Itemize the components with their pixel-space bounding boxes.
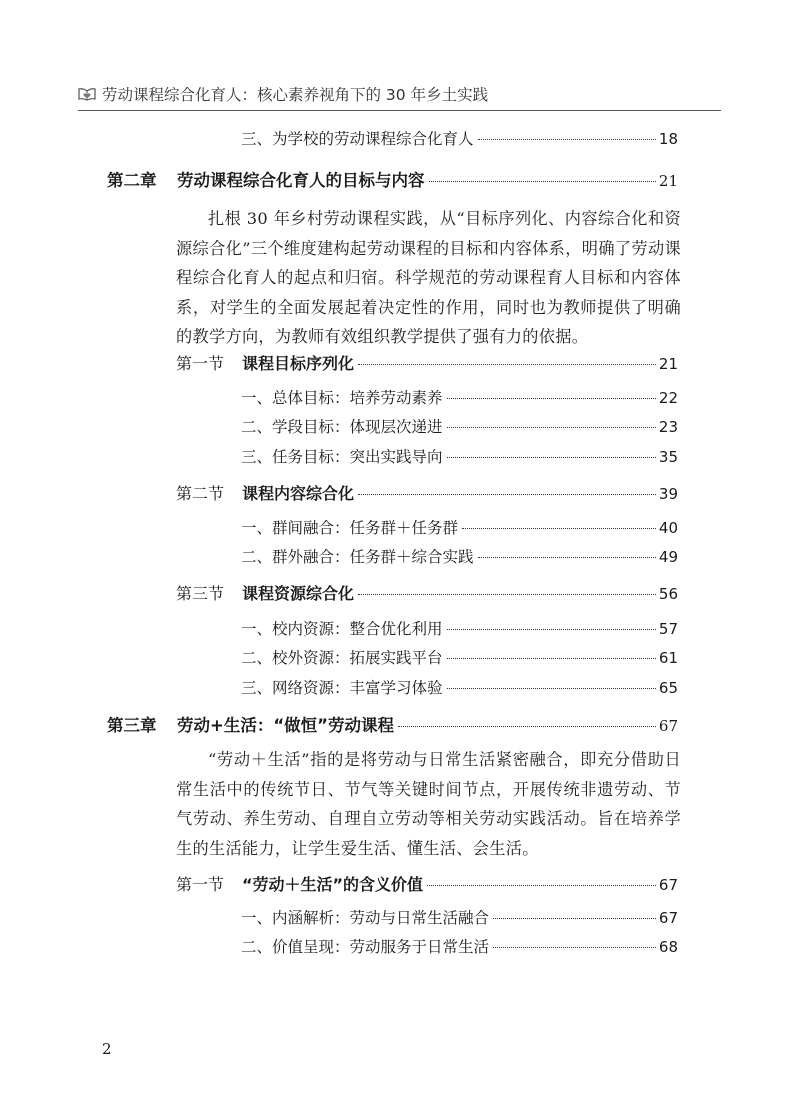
- toc-page-number: 49: [658, 548, 678, 566]
- toc-page-number: 67: [658, 876, 678, 894]
- toc-chapter[interactable]: [107, 712, 678, 734]
- toc-page-number: 68: [658, 938, 678, 956]
- dot-leader: [493, 918, 656, 919]
- toc-sub-label: 二、群外融合：任务群＋综合实践: [241, 548, 474, 566]
- dot-leader: [493, 947, 656, 948]
- section-number: 第三节: [176, 584, 225, 603]
- dot-leader: [358, 364, 656, 365]
- toc-subsection[interactable]: [241, 415, 678, 437]
- toc-sub-label: 一、内涵解析：劳动与日常生活融合: [241, 909, 490, 927]
- running-title: 劳动课程综合化育人：核心素养视角下的 30 年乡土实践: [102, 86, 489, 104]
- book-heart-icon: [78, 87, 96, 101]
- toc-subsection[interactable]: [241, 545, 678, 567]
- dot-leader: [358, 594, 656, 595]
- toc-page-number: 21: [658, 172, 678, 190]
- toc-section[interactable]: [176, 351, 678, 373]
- toc-page-number: 22: [658, 389, 678, 407]
- toc-page-number: 40: [658, 519, 678, 537]
- toc-chapter[interactable]: [107, 167, 678, 189]
- toc-page-number: 56: [658, 585, 678, 603]
- chapter-title: 劳动课程综合化育人的目标与内容: [177, 171, 425, 190]
- chapter-summary: “劳动＋生活”指的是将劳动与日常生活紧密融合，即充分借助日常生活中的传统节日、节气等关键时间节点，开展传统非遗劳动、节气劳动、养生劳动、自理自立劳动等相关劳动实践活动。旨在培养学生的生活能力，让学生爱生活、懂生活、会生活。: [176, 750, 681, 858]
- toc-subsection[interactable]: [241, 386, 678, 408]
- toc-page-number: 57: [658, 620, 678, 638]
- dot-leader: [447, 658, 656, 659]
- dot-leader: [462, 528, 656, 529]
- toc-page-number: 39: [658, 485, 678, 503]
- dot-leader: [358, 494, 656, 495]
- chapter-summary: 扎根 30 年乡村劳动课程实践，从“目标序列化、内容综合化和资源综合化”三个维度建构起劳动课程的目标和内容体系，明确了劳动课程综合化育人的起点和归宿。科学规范的劳动课程育人目标和内容体系，对学生的全面发展起着决定性的作用，同时也为教师提供了明确的教学方向，为教师有效组织教学提供了强有力的依据。: [176, 209, 681, 346]
- toc-subsection[interactable]: [241, 617, 678, 639]
- toc-sub-label: 一、校内资源：整合优化利用: [241, 620, 443, 638]
- dot-leader: [398, 726, 656, 727]
- toc-subsection[interactable]: [241, 646, 678, 668]
- toc-sub-label: 三、网络资源：丰富学习体验: [241, 679, 443, 697]
- chapter-number: 第二章: [107, 171, 157, 190]
- toc-section[interactable]: [176, 872, 678, 894]
- section-title: 课程资源综合化: [242, 584, 355, 603]
- section-number: 第二节: [176, 484, 225, 503]
- toc-section[interactable]: [176, 481, 678, 503]
- dot-leader: [447, 427, 656, 428]
- toc-subsection[interactable]: [241, 127, 678, 149]
- toc-page-number: 35: [658, 448, 678, 466]
- toc-subsection[interactable]: [241, 676, 678, 698]
- toc-subsection[interactable]: [241, 935, 678, 957]
- toc-sub-label: 二、校外资源：拓展实践平台: [241, 649, 443, 667]
- toc-sub-label: 一、总体目标：培养劳动素养: [241, 389, 443, 407]
- dot-leader: [447, 688, 656, 689]
- toc-sub-label: 二、价值呈现：劳动服务于日常生活: [241, 938, 490, 956]
- dot-leader: [478, 139, 656, 140]
- toc-subsection[interactable]: [241, 906, 678, 928]
- running-head: [78, 83, 488, 105]
- toc-sub-label: 三、任务目标：突出实践导向: [241, 448, 443, 466]
- toc-page-number: 21: [658, 355, 678, 373]
- toc-sub-label: 二、学段目标：体现层次递进: [241, 418, 443, 436]
- dot-leader: [447, 629, 656, 630]
- chapter-title: 劳动+生活：“做恒”劳动课程: [177, 716, 395, 735]
- section-title: 课程目标序列化: [242, 354, 355, 373]
- toc-subsection[interactable]: [241, 445, 678, 467]
- toc-page-number: 67: [658, 717, 678, 735]
- toc-subsection[interactable]: [241, 516, 678, 538]
- chapter-number: 第三章: [107, 716, 157, 735]
- toc-page-number: 18: [658, 130, 678, 148]
- header-rule: [78, 110, 721, 111]
- toc-sub-label: 一、群间融合：任务群＋任务群: [241, 519, 459, 537]
- dot-leader: [447, 457, 656, 458]
- dot-leader: [478, 557, 656, 558]
- dot-leader: [447, 398, 656, 399]
- page-number: 2: [102, 1040, 112, 1058]
- toc-page-number: 67: [658, 909, 678, 927]
- section-title: 课程内容综合化: [242, 484, 355, 503]
- toc-page-number: 23: [658, 418, 678, 436]
- section-title: “劳动＋生活”的含义价值: [242, 875, 424, 894]
- toc-page-number: 65: [658, 679, 678, 697]
- section-number: 第一节: [176, 875, 225, 894]
- dot-leader: [429, 181, 656, 182]
- section-number: 第一节: [176, 354, 225, 373]
- toc-page-number: 61: [658, 649, 678, 667]
- dot-leader: [427, 885, 656, 886]
- toc-sub-label: 三、为学校的劳动课程综合化育人: [241, 130, 474, 148]
- toc-section[interactable]: [176, 581, 678, 603]
